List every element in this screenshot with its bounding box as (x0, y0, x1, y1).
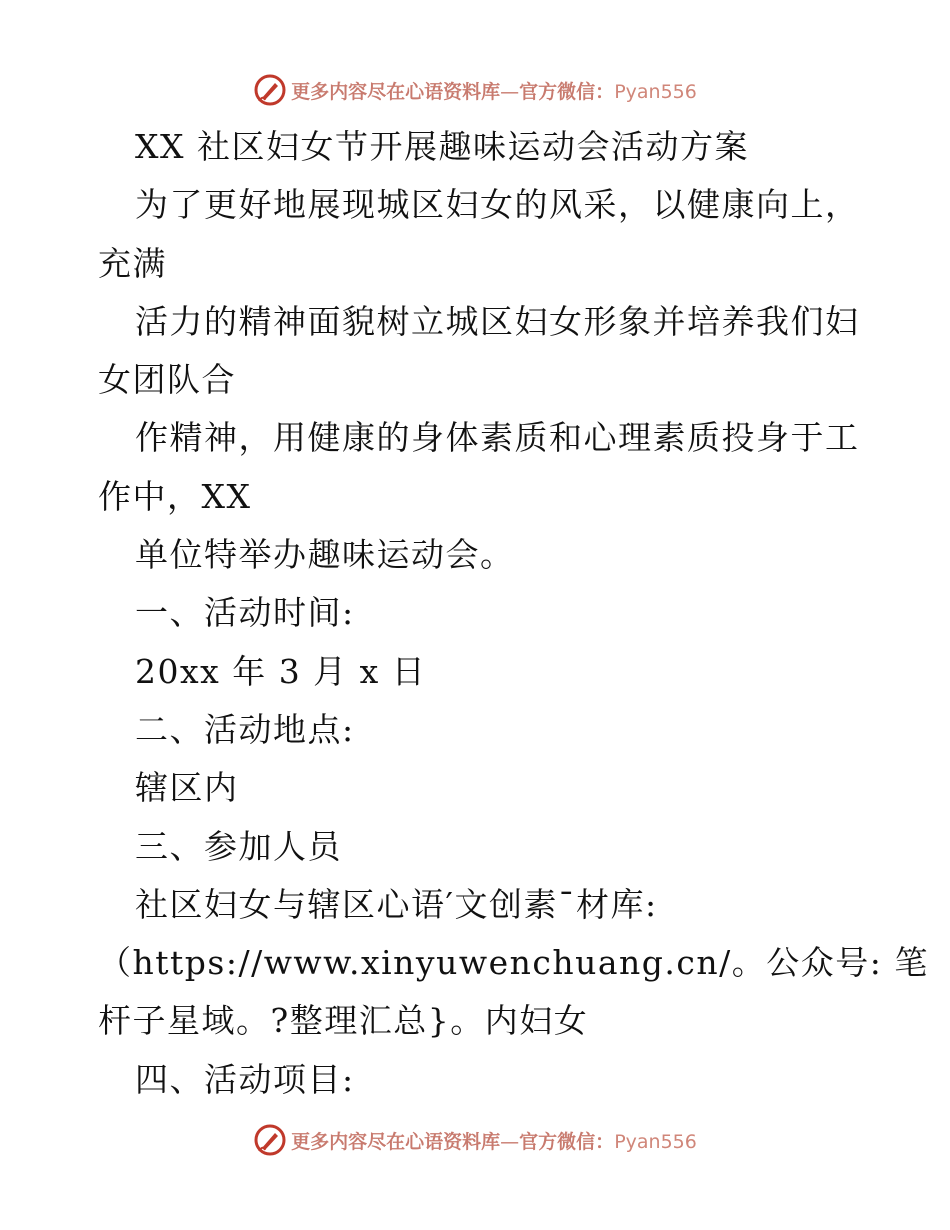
watermark-separator: — (500, 1130, 520, 1153)
text-line: （https://www.xinyuwenchuang.cn/。公众号: 笔 (98, 943, 929, 983)
text-line: 女团队合 (98, 360, 236, 400)
watermark-text (291, 77, 697, 104)
text-line: 辖区内 (135, 768, 239, 808)
text-line: 单位特举办趣味运动会。 (135, 535, 515, 575)
text-line: 作精神，用健康的身体素质和心理素质投身于工 (135, 418, 860, 458)
document-body (98, 118, 929, 1109)
text-line: 杆子星域。?整理汇总}。内妇女 (98, 1001, 589, 1041)
text-line: 20xx 年 3 月 x 日 (135, 651, 427, 691)
text-line: 为了更好地展现城区妇女的风采，以健康向上， (135, 185, 860, 225)
text-line: 社区妇女与辖区心语′文创素¯材库: (135, 884, 658, 924)
quill-logo-icon (253, 73, 287, 107)
text-line: 三、参加人员 (135, 826, 342, 866)
watermark-site: 更多内容尽在心语资料库 (291, 1130, 501, 1153)
watermark-text (291, 1127, 697, 1154)
header-watermark (0, 70, 950, 110)
watermark-wechat-id: Pyan556 (614, 80, 697, 103)
text-line: 四、活动项目: (135, 1059, 355, 1099)
text-line: XX 社区妇女节开展趣味运动会活动方案 (135, 127, 749, 166)
text-line: 二、活动地点: (135, 709, 355, 749)
watermark-site: 更多内容尽在心语资料库 (291, 80, 501, 103)
watermark-label: 官方微信： (519, 80, 615, 103)
watermark-separator: — (500, 80, 520, 103)
footer-watermark (0, 1120, 950, 1160)
watermark-label: 官方微信： (519, 1130, 615, 1153)
text-line: 充满 (98, 243, 167, 283)
text-line: 一、活动时间: (135, 593, 355, 633)
watermark-wechat-id: Pyan556 (614, 1130, 697, 1153)
quill-logo-icon (253, 1123, 287, 1157)
text-line: 活力的精神面貌树立城区妇女形象并培养我们妇 (135, 301, 860, 341)
text-line: 作中，XX (98, 476, 252, 516)
